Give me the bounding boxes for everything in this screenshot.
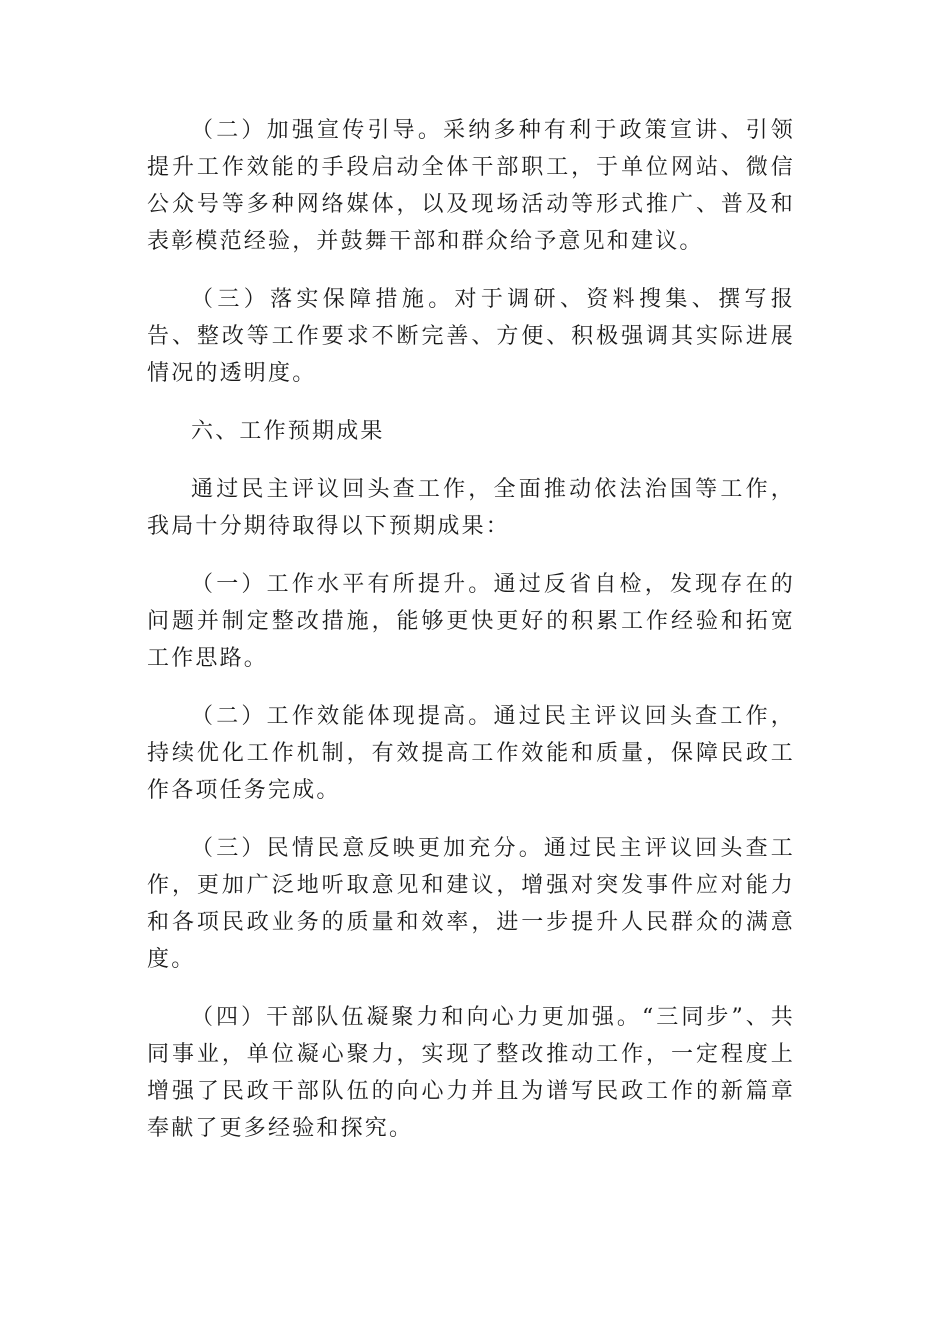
document-body	[147, 112, 795, 1168]
paragraph-safeguards: （三）落实保障措施。对于调研、资料搜集、撰写报告、整改等工作要求不断完善、方便、积极强调其实际进展情况的透明度。	[147, 287, 795, 386]
paragraph-result-2: （二）工作效能体现提高。通过民主评议回头查工作，持续优化工作机制，有效提高工作效能和质量，保障民政工作各项任务完成。	[147, 704, 795, 803]
section-heading-expected-results: 六、工作预期成果	[191, 419, 385, 444]
paragraph-publicity: （二）加强宣传引导。采纳多种有利于政策宣讲、引领提升工作效能的手段启动全体干部职工，于单位网站、微信公众号等多种网络媒体，以及现场活动等形式推广、普及和表彰模范经验，并鼓舞干部和群众给予意见和建议。	[147, 118, 795, 254]
paragraph-result-1: （一）工作水平有所提升。通过反省自检，发现存在的问题并制定整改措施，能够更快更好的积累工作经验和拓宽工作思路。	[147, 572, 795, 671]
paragraph-result-3: （三）民情民意反映更加充分。通过民主评议回头查工作，更加广泛地听取意见和建议，增强对突发事件应对能力和各项民政业务的质量和效率，进一步提升人民群众的满意度。	[147, 836, 795, 972]
paragraph-intro: 通过民主评议回头查工作，全面推动依法治国等工作，我局十分期待取得以下预期成果：	[147, 477, 795, 539]
paragraph-result-4: （四）干部队伍凝聚力和向心力更加强。“三同步”、共同事业，单位凝心聚力，实现了整改推动工作，一定程度上增强了民政干部队伍的向心力并且为谱写民政工作的新篇章奉献了更多经验和探究。	[147, 1005, 795, 1141]
